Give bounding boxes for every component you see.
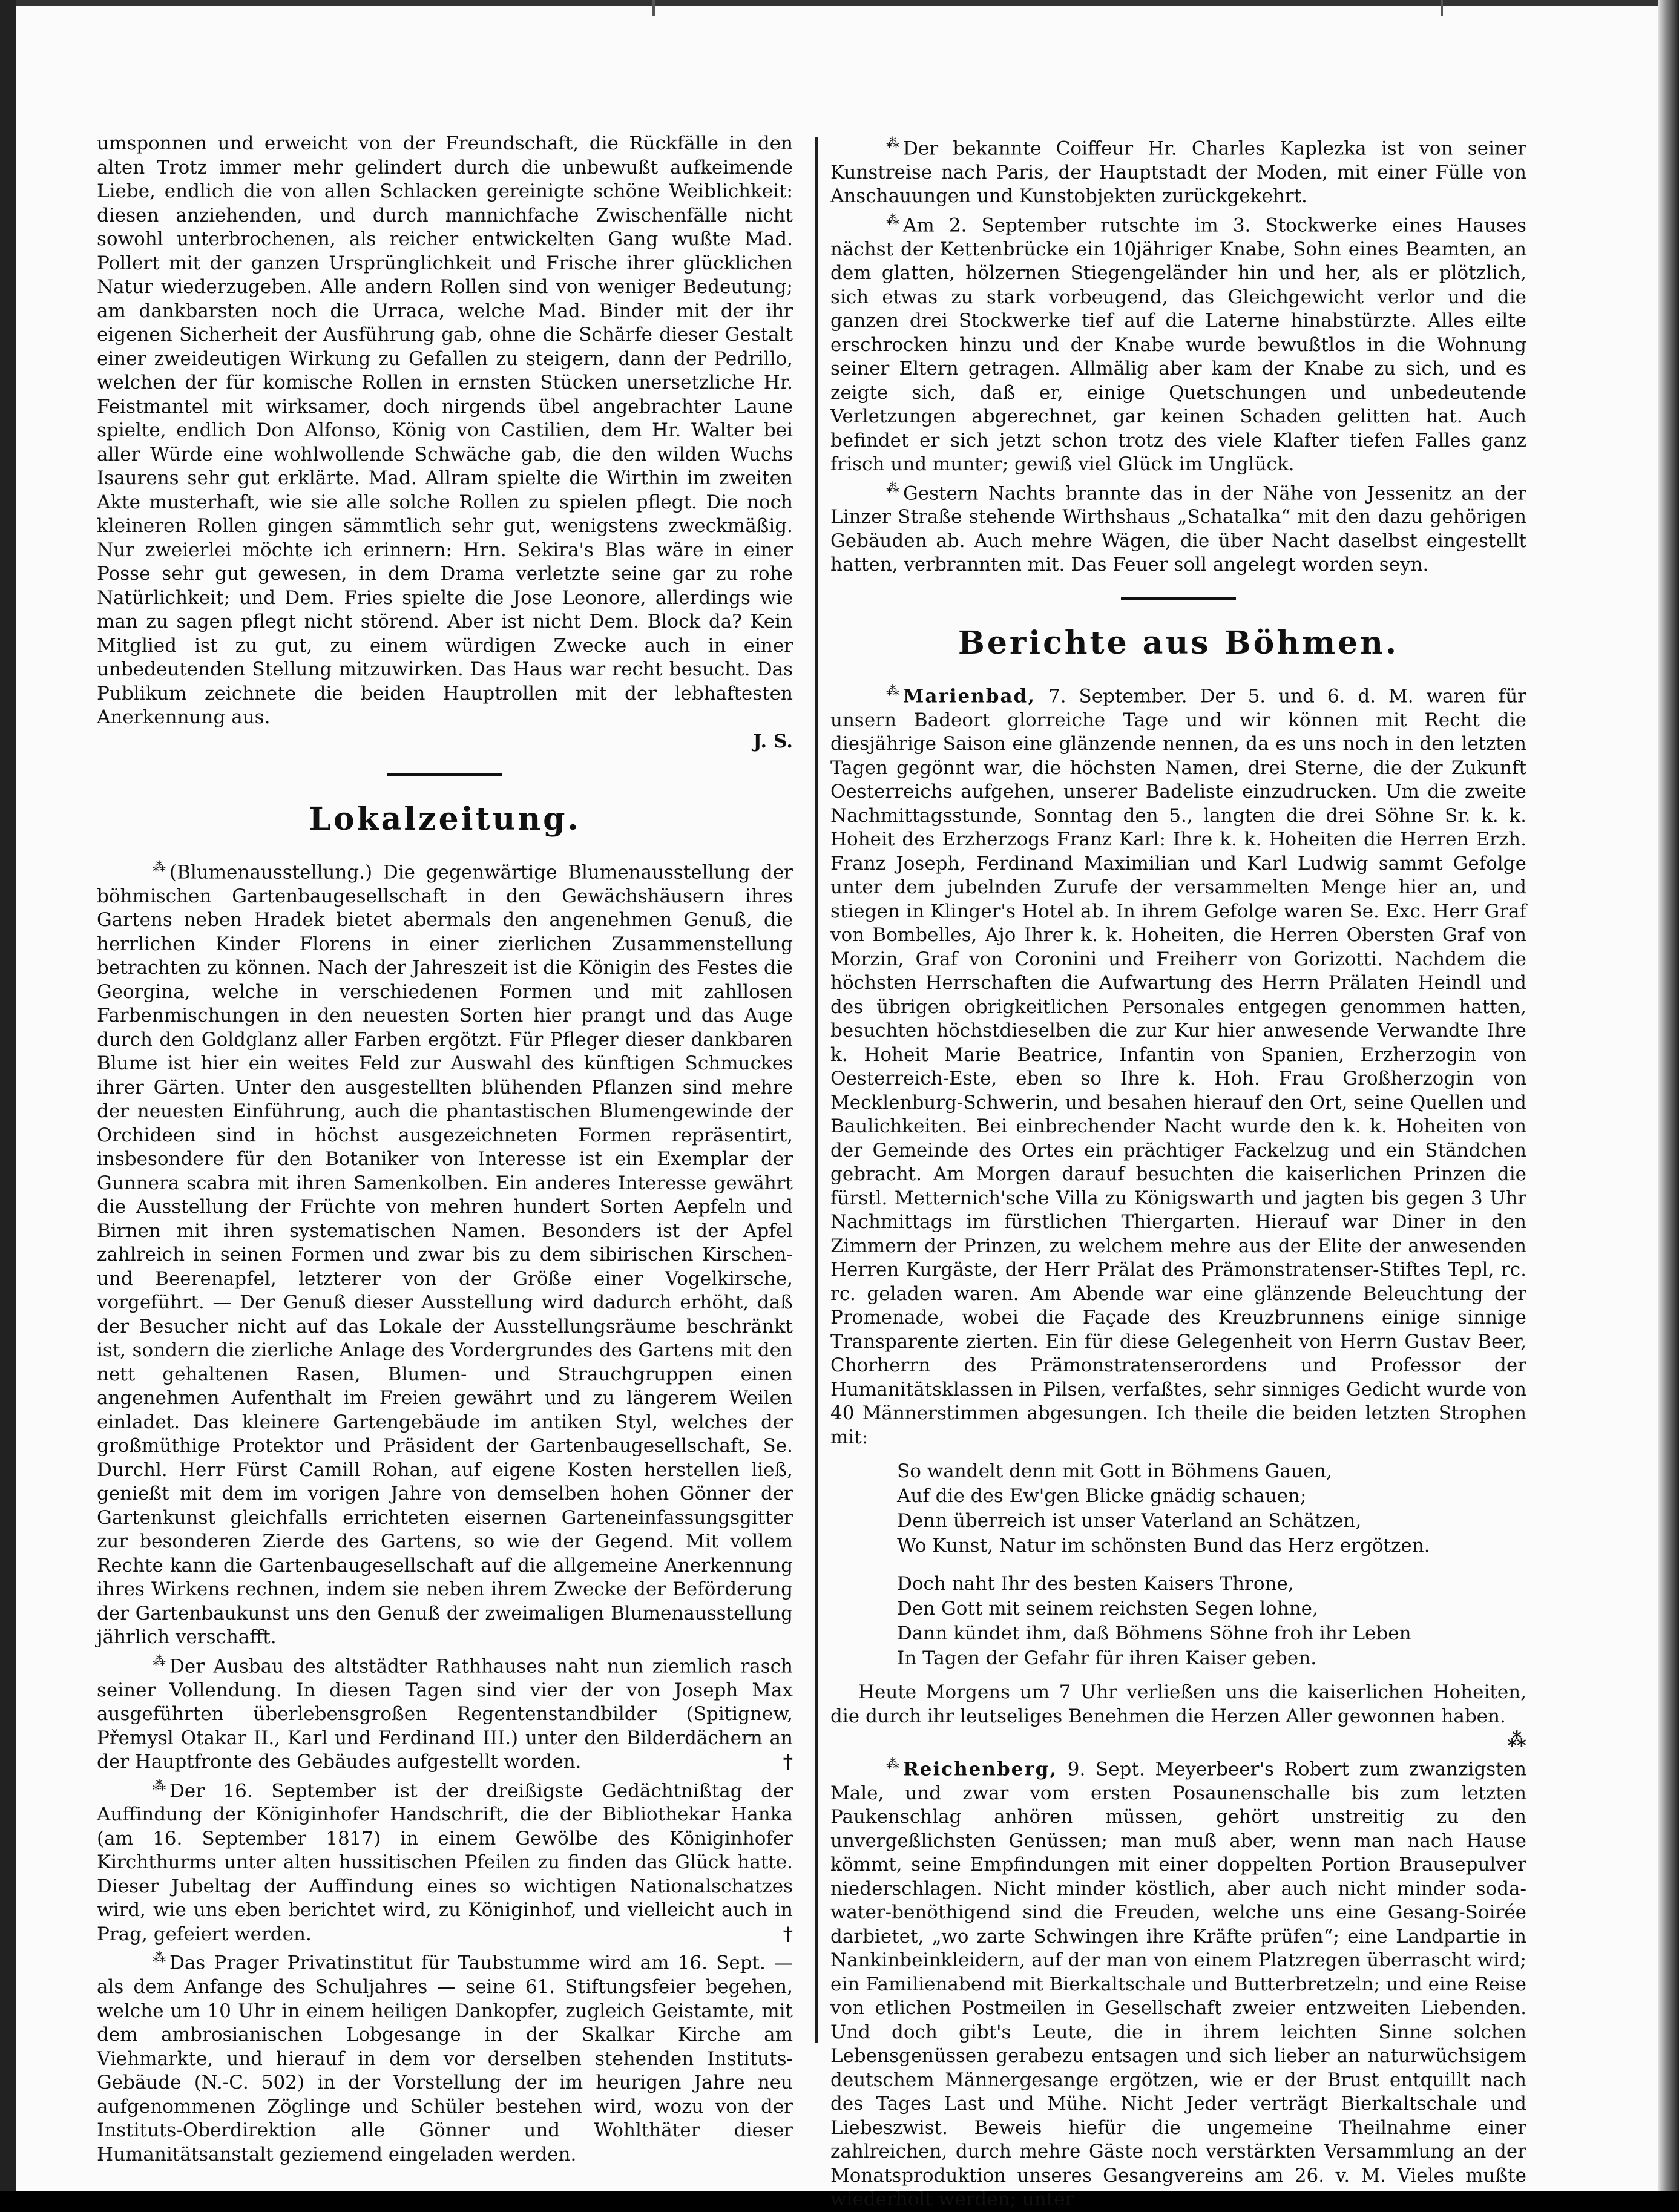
right-column [830,132,1526,2212]
news-item [830,477,1526,577]
poem [897,1459,1526,1671]
news-item-text: Der bekannte Coiffeur Hr. Charles Kaplezka ist von seiner Kunstreise nach Paris, der Hauptstadt der Moden, mit einer Fülle von Anschauungen und Kunstobjekten zurückgekehrt. [830,137,1526,208]
dateline-place: Reichenberg, [903,1758,1058,1780]
item-sign: † [783,1751,793,1773]
poem-line: Denn überreich ist unser Vaterland an Schätzen, [897,1510,1362,1532]
report-signature: ⁂ [1507,1729,1526,1751]
asterism-icon: ⁂ [153,1778,165,1794]
news-item-text: Gestern Nachts brannte das in der Nähe von Jessenitz an der Linzer Straße stehende Wirthshaus „Schatalka“ mit den dazu gehörigen Gebäuden ab. Auch mehre Wägen, die über Nacht daselbst eingestellt hatten, verbrannten mit. Das Feuer soll angelegt worden seyn. [830,482,1526,576]
asterism-icon: ⁂ [886,1756,898,1772]
scan-left-edge [0,0,16,2191]
news-item [830,132,1526,209]
scan-top-edge [0,0,1679,6]
report-reichenberg [830,1753,1526,2212]
news-item [97,856,793,1650]
section-rule [1121,597,1236,600]
section-heading-berichte: Berichte aus Böhmen. [958,624,1399,661]
news-item [97,1774,793,1947]
report-text: 9. Sept. Meyerbeer's Robert zum zwanzigsten Male, und zwar vom ersten Posaunenschalle bis zum letzten Paukenschlag anhören müssen, gehört unstreitig zu den unvergeßlichsten Genüssen; man muß aber, wenn man nach Hause kömmt, seine Empfindungen mit einer doppelten Portion Brausepulver niederschlagen. Nicht minder köstlich, aber auch nicht minder soda-water-benöthigend sind die Freuden, welche uns eine Gesang-Soirée darbietet, „wo zarte Schwingen ihre Kräfte prüfen“; eine Landpartie in Nankinbeinkleidern, auf der man von einem Platzregen überrascht wird; ein Familienabend mit Bierkaltschale und Butterbretzeln; und eine Reise von etlichen Postmeilen in Gesellschaft zweier entzweiten Liebenden. Und doch gibt's Leute, die in ihrem leichten Sinne solchen Lebensgenüssen gerabezu entsagen und sich lieber an naturwüchsigem deutschem Männergesange ergötzen, wie er der Brust entquillt nach des Tages Last und Mühe. Nicht Jeder verträgt Bierkaltschale und Liebeszwist. Beweis hiefür die ungemeine Theilnahme einer zahlreichen, durch mehre Gäste noch verstärkten Versammlung an der Monatsproduktion unseres Gesangvereins am 26. v. M. Vieles mußte wiederholt werden; unter [830,1758,1526,2211]
asterism-icon: ⁂ [886,683,898,699]
news-item-text: Der Ausbau des altstädter Rathhauses naht nun ziemlich rasch seiner Vollendung. In diesen Tagen sind vier der von Joseph Max ausgeführten überlebensgroßen Regentenstandbilder (Spitignew, Přemysl Otakar II., Karl und Ferdinand III.) unter den Bilderdächern an der Hauptfronte des Gebäudes aufgestellt worden. [97,1655,793,1773]
news-item-text: Der 16. September ist der dreißigste Gedächtnißtag der Auffindung der Königinhofer Handschrift, die der Bibliothekar Hanka (am 16. September 1817) in einem Gewölbe des Königinhofer Kirchthurms unter alten hussitischen Pfeilen zu finden das Glück hatte. Dieser Jubeltag der Auffindung eines so wichtigen Nationalschatzes wird, wie uns eben berichtet wird, zu Königinhof, und vielleicht auch in Prag, gefeiert werden. [97,1779,793,1945]
poem-line: Dann kündet ihm, daß Böhmens Söhne froh ihr Leben [897,1623,1411,1645]
news-item [830,209,1526,477]
poem-line: Den Gott mit seinem reichsten Segen lohne, [897,1598,1318,1620]
scan-right-edge [1658,0,1679,2191]
asterism-icon: ⁂ [886,212,898,228]
news-item [97,1650,793,1774]
report-text-continued [830,1681,1526,1728]
poem-line: In Tagen der Gefahr für ihren Kaiser geben. [897,1647,1317,1670]
news-item [97,1946,793,2167]
section-heading-lokalzeitung: Lokalzeitung. [309,801,581,838]
review-continuation: umsponnen und erweicht von der Freundschaft, die Rückfälle in den alten Trotz immer mehr gelindert durch die unbewußt aufkeimende Liebe, endlich die von allen Schlacken gereinigte schöne Weiblichkeit: diesen anziehenden, und durch mannichfache Zwischenfälle nicht sowohl unterbrochenen, als reicher entwickelten Gang wußte Mad. Pollert mit der ganzen Ursprünglichkeit und Frische ihrer glücklichen Natur wiederzugeben. Alle andern Rollen sind von weniger Bedeutung; am dankbarsten noch die Urraca, welche Mad. Binder mit der ihr eigenen Sicherheit der Ausführung gab, ohne die Schärfe dieser Gestalt einer zweideutigen Wirkung zu Gefallen zu steigern, dann der Pedrillo, welchen der für komische Rollen in ernsten Stücken unersetzliche Hr. Feistmantel mit wirksamer, doch nirgends übel angebrachter Laune spielte, endlich Don Alfonso, König von Castilien, dem Hr. Walter bei aller Würde eine wohlwollende Schwäche gab, die den wilden Wuchs Isaurens sehr gut erklärte. Mad. Allram spielte die Wirthin im zweiten Akte musterhaft, wie sie alle solche Rollen zu spielen pflegt. Die noch kleineren Rollen gingen sämmtlich sehr gut, wenigstens zweckmäßig. Nur zweierlei möchte ich erinnern: Hrn. Sekira's Blas wäre in einer Posse sehr gut gewesen, in dem Drama verletzte seine gar zu rohe Natürlichkeit; und Dem. Fries spielte die Jose Leonore, allerdings wie man zu sagen pflegt nicht störend. Aber ist nicht Dem. Block da? Kein Mitglied ist zu gut, zu einem würdigen Zwecke auch in einer unbedeutenden Stellung mitzuwirken. Das Haus war recht besucht. Das Publikum zeichnete die beiden Hauptrollen mit der lebhaftesten Anerkennung aus. [97,133,793,728]
poem-line: So wandelt denn mit Gott in Böhmens Gauen, [897,1460,1332,1483]
scan-mark [1441,0,1443,16]
section-rule [387,773,502,776]
left-column [97,132,793,2167]
asterism-icon: ⁂ [886,481,898,496]
asterism-icon: ⁂ [153,1653,165,1669]
poem-line: Auf die des Ew'gen Blicke gnädig schauen; [897,1485,1307,1508]
report-text: Heute Morgens um 7 Uhr verließen uns die kaiserlichen Hoheiten, die durch ihr leutseliges Benehmen die Herzen Aller gewonnen haben. [830,1681,1526,1727]
asterism-icon: ⁂ [153,1951,165,1966]
news-item-text: Das Prager Privatinstitut für Taubstumme wird am 16. Sept. — als dem Anfange des Schuljahres — seine 61. Stiftungsfeier begehen, welche um 10 Uhr in einem heiligen Dankopfer, zugleich Geistamte, mit dem ambrosianischen Lobgesange in der Skalkar Kirche am Viehmarkte, und hierauf in dem vor derselben stehenden Instituts-Gebäude (N.-C. 502) in der Vorstellung der im heurigen Jahre neu aufgenommenen Zöglinge und Schüler bestehen wird, wozu von der Instituts-Oberdirektion alle Gönner und Wohlthäter dieser Humanitätsanstalt geziemend eingeladen werden. [97,1952,793,2165]
scan-mark [652,0,655,16]
item-sign: † [783,1923,793,1945]
asterism-icon: ⁂ [886,136,898,151]
dateline-place: Marienbad, [903,685,1036,707]
report-marienbad [830,680,1526,1449]
news-item-text: (Blumenausstellung.) Die gegenwärtige Blumenausstellung der böhmischen Gartenbaugesellschaft in den Gewächshäusern ihres Gartens neben Hradek bietet abermals den angenehmen Genuß, die herrlichen Kinder Florens in einer zierlichen Zusammenstellung betrachten zu können. Nach der Jahreszeit ist die Königin des Festes die Georgina, welche in verschiedenen Formen und mit zahllosen Farbenmischungen in den neuesten Sorten hier prangt und das Auge durch den Goldglanz aller Farben ergötzt. Für Pfleger dieser dankbaren Blume ist hier ein weites Feld zur Auswahl des künftigen Schmuckes ihrer Gärten. Unter den ausgestellten blühenden Pflanzen sind mehre der neuesten Einführung, auch die phantastischen Blumengewinde der Orchideen sind in höchst ausgezeichneten Formen repräsentirt, insbesondere für den Botaniker von Interesse ist ein Exemplar der Gunnera scabra mit ihren Samenkolben. Ein anderes Interesse gewährt die Ausstellung der Früchte von mehren hundert Sorten Aepfeln und Birnen mit ihren systematischen Namen. Besonders ist der Apfel zahlreich in seinen Formen und zwar bis zu dem sibirischen Kirschen- und Beerenapfel, letzterer von der Größe einer Vogelkirsche, vorgeführt. — Der Genuß dieser Ausstellung wird dadurch erhöht, daß der Besucher nicht auf das Lokale der Ausstellungsräume beschränkt ist, sondern die zierliche Anlage des Vordergrundes des Gartens mit den nett gehaltenen Rasen, Blumen- und Strauchgruppen einen angenehmen Aufenthalt im Freien gewährt und zu längerem Weilen einladet. Das kleinere Gartengebäude im antiken Styl, welches der großmüthige Protektor und Präsident der Gartenbaugesellschaft, Se. Durchl. Herr Fürst Camill Rohan, auf eigene Kosten herstellen ließ, genießt mit dem im vorigen Jahre von demselben hohen Gönner der Gartenkunst gleichfalls errichteten eisernen Garteneinfassungsgitter zur besonderen Zierde des Gartens, so wie der Gegend. Mit vollem Rechte kann die Gartenbaugesellschaft auf die allgemeine Anerkennung ihres Wirkens rechnen, indem sie neben ihrem Zwecke der Beförderung der Gartenbaukunst uns den Genuß der zweimaligen Blumenausstellung jährlich verschafft. [97,861,793,1649]
review-signature: J. S. [753,730,793,752]
poem-line: Doch naht Ihr des besten Kaisers Throne, [897,1573,1294,1595]
asterism-icon: ⁂ [153,860,165,875]
news-item-text: Am 2. September rutschte im 3. Stockwerke eines Hauses nächst der Kettenbrücke ein 10jähriger Knabe, Sohn eines Beamten, an dem glatten, hölzernen Stiegengeländer hin und her, als er plötzlich, sich etwas zu stark vorbeugend, das Gleichgewicht verlor und die ganzen drei Stockwerke tief auf die Laterne hinabstürzte. Alles eilte erschrocken hinzu und der Knabe wurde bewußtlos in die Wohnung seiner Eltern getragen. Allmälig aber kam der Knabe zu sich, und es zeigte sich, daß er, einige Quetschungen und unbedeutende Verletzungen abgerechnet, gar keinen Schaden gelitten hat. Auch befindet er sich jetzt schon trotz des viele Klafter tiefen Falles ganz frisch und munter; gewiß viel Glück im Unglück. [830,214,1526,476]
poem-line: Wo Kunst, Natur im schönsten Bund das Herz ergötzen. [897,1535,1430,1557]
column-divider [815,137,818,2043]
report-text: 7. September. Der 5. und 6. d. M. waren für unsern Badeort glorreiche Tage und wir können mit Recht die diesjährige Saison eine glänzende nennen, da es uns noch in den letzten Tagen gegönnt war, die höchsten Namen, drei Sterne, die der Zukunft Oesterreichs aufgehen, unserer Badeliste einzudrucken. Um die zweite Nachmittagsstunde, Sonntag den 5., langten die drei Söhne Sr. k. k. Hoheit des Erzherzogs Franz Karl: Ihre k. k. Hoheiten die Herren Erzh. Franz Joseph, Ferdinand Maximilian und Karl Ludwig sammt Gefolge unter dem jubelnden Zurufe der versammelten Menge hier an, und stiegen in Klinger's Hotel ab. In ihrem Gefolge waren Se. Exc. Herr Graf von Bombelles, Ajo Ihrer k. k. Hoheiten, die Herren Obersten Graf von Morzin, Graf von Coronini und Freiherr von Gorizotti. Nachdem die höchsten Herrschaften die Aufwartung des Herrn Prälaten Heindl und des übrigen obrigkeitlichen Personales entgegen genommen hatten, besuchten höchstdieselben die zur Kur hier anwesende Verwandte Ihre k. Hoheit Marie Beatrice, Infantin von Spanien, Erzherzogin von Oesterreich-Este, eben so Ihre k. Hoh. Frau Großherzogin von Mecklenburg-Schwerin, und besahen hierauf den Ort, seine Quellen und Baulichkeiten. Bei einbrechender Nacht wurde den k. k. Hoheiten von der Gemeinde des Ortes ein prächtiger Fackelzug und ein Ständchen gebracht. Am Morgen darauf besuchten die kaiserlichen Prinzen die fürstl. Metternich'sche Villa zu Königswarth und jagten bis gegen 3 Uhr Nachmittags im fürstlichen Thiergarten. Hierauf war Diner in den Zimmern der Prinzen, zu welchem mehre aus der Elite der anwesenden Herren Kurgäste, der Herr Prälat des Prämonstratenser-Stiftes Tepl, rc. rc. geladen waren. Am Abende war eine glänzende Beleuchtung der Promenade, wobei die Façade des Kreuzbrunnens einige sinnige Transparente zierten. Ein für diese Gelegenheit von Herrn Gustav Beer, Chorherrn des Prämonstratenserordens und Professor der Humanitätsklassen in Pilsen, verfaßtes, sehr sinniges Gedicht wurde von 40 Männerstimmen abgesungen. Ich theile die beiden letzten Strophen mit: [830,685,1526,1448]
